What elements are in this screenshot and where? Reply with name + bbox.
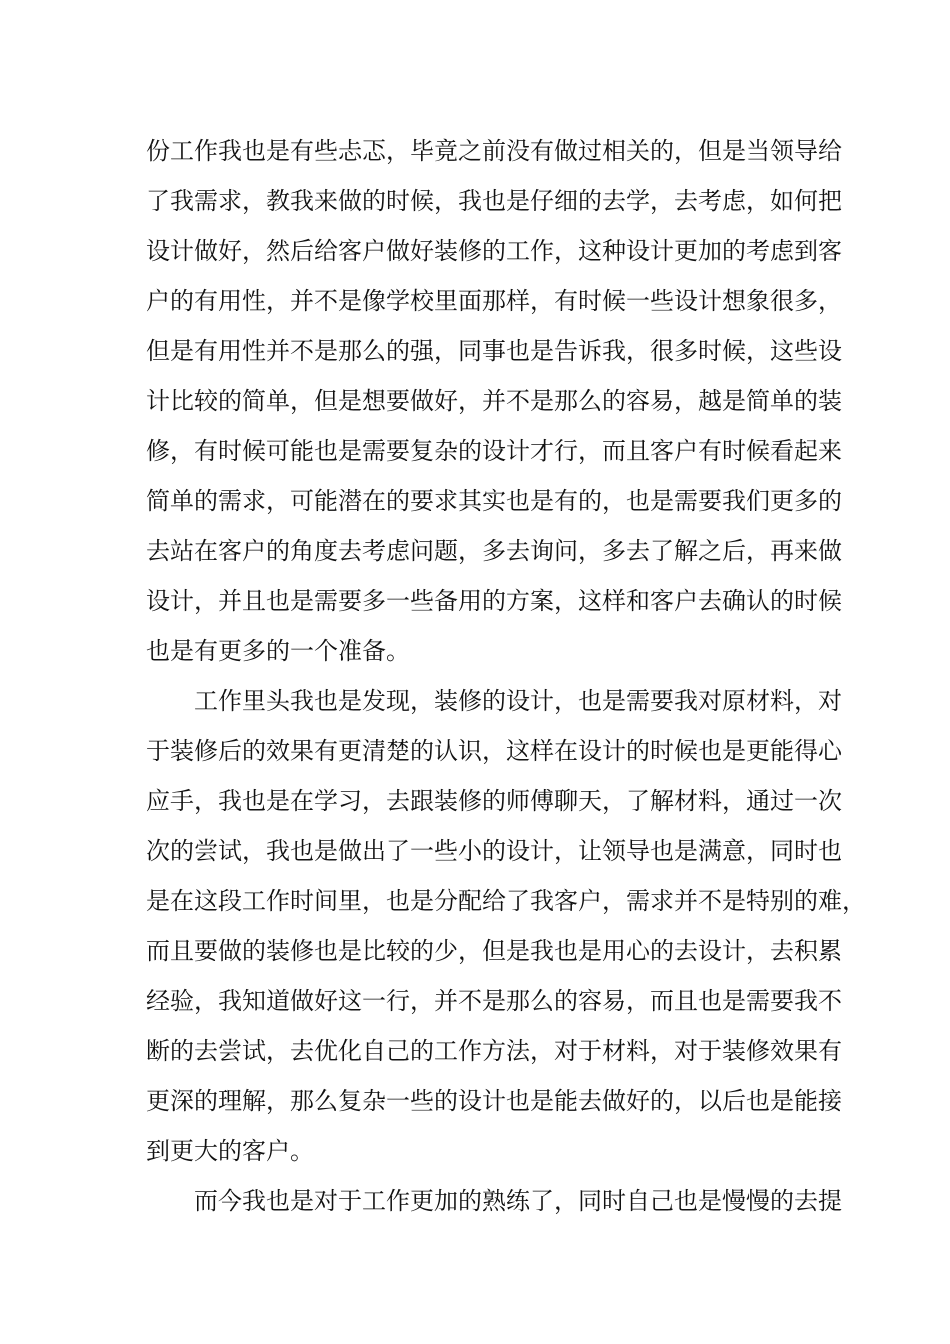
text-line: 次的尝试，我也是做出了一些小的设计，让领导也是满意，同时也 <box>146 837 842 865</box>
text-line: 简单的需求，可能潜在的要求其实也是有的，也是需要我们更多的 <box>146 487 842 515</box>
text-line: 应手，我也是在学习，去跟装修的师傅聊天，了解材料，通过一次 <box>146 787 842 815</box>
text-line: 设计做好，然后给客户做好装修的工作，这种设计更加的考虑到客 <box>146 237 842 265</box>
text-line: 但是有用性并不是那么的强，同事也是告诉我，很多时候，这些设 <box>146 337 842 365</box>
text-line: 户的有用性，并不是像学校里面那样，有时候一些设计想象很多， <box>146 287 842 315</box>
text-line: 更深的理解，那么复杂一些的设计也是能去做好的，以后也是能接 <box>146 1087 842 1115</box>
text-line: 去站在客户的角度去考虑问题，多去询问，多去了解之后，再来做 <box>146 537 842 565</box>
text-line: 断的去尝试，去优化自己的工作方法，对于材料，对于装修效果有 <box>146 1037 842 1065</box>
text-line: 修，有时候可能也是需要复杂的设计才行，而且客户有时候看起来 <box>146 437 842 465</box>
text-line: 经验，我知道做好这一行，并不是那么的容易，而且也是需要我不 <box>146 987 842 1015</box>
text-line: 是在这段工作时间里，也是分配给了我客户，需求并不是特别的难， <box>146 887 866 915</box>
text-line: 到更大的客户。 <box>146 1137 314 1165</box>
text-line: 份工作我也是有些忐忑，毕竟之前没有做过相关的，但是当领导给 <box>146 137 842 165</box>
text-line: 了我需求，教我来做的时候，我也是仔细的去学，去考虑，如何把 <box>146 187 842 215</box>
text-line: 而且要做的装修也是比较的少，但是我也是用心的去设计，去积累 <box>146 937 842 965</box>
paragraph-start-line: 工作里头我也是发现，装修的设计，也是需要我对原材料，对 <box>194 687 842 715</box>
text-line: 计比较的简单，但是想要做好，并不是那么的容易，越是简单的装 <box>146 387 842 415</box>
text-line: 也是有更多的一个准备。 <box>146 637 410 665</box>
text-line: 设计，并且也是需要多一些备用的方案，这样和客户去确认的时候 <box>146 587 842 615</box>
text-line: 于装修后的效果有更清楚的认识，这样在设计的时候也是更能得心 <box>146 737 842 765</box>
body-text <box>146 126 866 1226</box>
paragraph-start-line: 而今我也是对于工作更加的熟练了，同时自己也是慢慢的去提 <box>194 1187 842 1215</box>
